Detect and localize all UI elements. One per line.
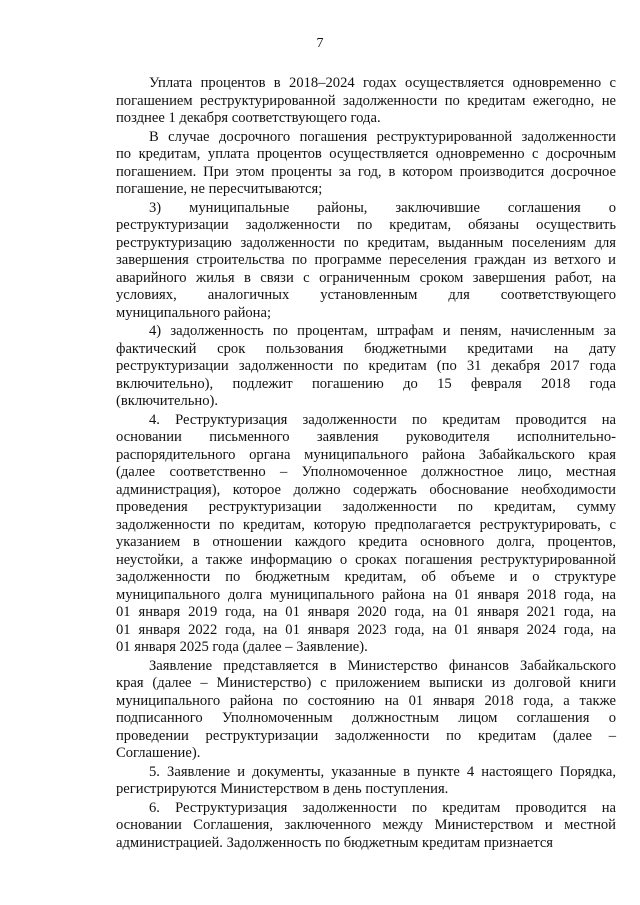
text-line: указанием в отношении каждого кредита основного долга, процентов, [116, 534, 616, 550]
paragraph-early-repayment [116, 129, 616, 199]
text-line: 5. Заявление и документы, указанные в пункте 4 настоящего Порядка, [149, 763, 616, 780]
text-line: аварийного жилья в связи с ограниченным сроком завершения работ, на [116, 269, 616, 286]
text-line: 01 января 2025 года (далее – Заявление). [116, 639, 368, 655]
text-line: погашением реструктурированной задолженности по кредитам ежегодно, не [116, 92, 616, 109]
text-line: администрацией. Задолженность по бюджетным кредитам признается [116, 834, 554, 851]
text-line: 01 января 2019 года, на 01 января 2020 года, на 01 января 2021 года, на [116, 604, 616, 620]
text-line: реструктуризации задолженности по кредитам (по 31 декабря 2017 года [116, 358, 616, 374]
text-line: по кредитам, уплата процентов осуществляется одновременно с досрочным [116, 146, 616, 162]
text-line: Заявление представляется в Министерство финансов Забайкальского [149, 657, 616, 674]
text-line: основании письменного заявления руководителя исполнительно- [116, 429, 616, 445]
text-line: муниципального района по состоянию на 01 января 2018 года, а также [116, 692, 616, 709]
text-line: Уплата процентов в 2018–2024 годах осуществляется одновременно с [149, 75, 616, 91]
text-line: неустойки, а также информацию о сроках погашения реструктурированной [116, 551, 616, 568]
text-line: условиях, аналогичных установленным для соответствующего [116, 287, 616, 303]
text-line: основании Соглашения, заключенного между Министерством и местной [116, 817, 616, 833]
text-line: Соглашение). [116, 745, 201, 761]
text-line: задолженности по бюджетным кредитам, об объеме и о структуре [116, 569, 616, 585]
text-line: муниципального района; [116, 304, 272, 321]
paragraph-section-6 [116, 800, 616, 853]
paragraph-application-submitted [116, 658, 616, 763]
text-line: В случае досрочного погашения реструктурированной задолженности [149, 128, 616, 145]
text-line: проведения реструктуризации задолженности по кредитам, сумму [116, 499, 616, 515]
text-line: завершения строительства по программе переселения граждан из ветхого и [116, 252, 616, 268]
text-line: 3) муниципальные районы, заключившие соглашения о [149, 199, 616, 216]
text-line: подписанного Уполномоченным должностным лицом соглашения о [116, 710, 616, 726]
text-line: фактический срок пользования бюджетными кредитами на дату [116, 340, 616, 357]
text-line: позднее 1 декабря соответствующего года. [116, 110, 381, 126]
text-line: (включительно). [116, 393, 219, 409]
text-line: распорядительного органа муниципального района Забайкальского края [116, 446, 616, 463]
text-line: муниципального долга муниципального района на 01 января 2018 года, на [116, 586, 616, 603]
text-line: 4) задолженность по процентам, штрафам и пеням, начисленным за [149, 323, 616, 339]
paragraph-item-4 [116, 323, 616, 411]
text-line: погашение, не пересчитываются; [116, 181, 323, 197]
text-line: включительно), подлежит погашению до 15 февраля 2018 года [116, 375, 616, 392]
text-line: 4. Реструктуризация задолженности по кредитам проводится на [149, 411, 616, 428]
text-line: администрация), которое должно содержать обоснование необходимости [116, 481, 616, 498]
page-number: 7 [316, 36, 324, 51]
text-line: реструктуризации задолженности по кредитам, обязаны осуществить [116, 217, 616, 233]
text-line: 01 января 2022 года, на 01 января 2023 года, на 01 января 2024 года, на [116, 621, 616, 638]
text-line: регистрируются Министерством в день поступления. [116, 781, 449, 797]
text-line: реструктуризацию задолженности по кредитам, выданным поселениям для [116, 234, 616, 251]
paragraph-interest-payment [116, 75, 616, 128]
paragraph-item-3 [116, 200, 616, 323]
paragraph-section-4 [116, 412, 616, 657]
text-line: задолженности по кредитам, которую предполагается реструктурировать, с [116, 516, 616, 533]
text-line: 6. Реструктуризация задолженности по кредитам проводится на [149, 799, 616, 816]
paragraph-section-5 [116, 764, 616, 799]
text-line: погашением. При этом проценты за год, в котором производится досрочное [116, 163, 616, 180]
text-line: (далее соответственно – Уполномоченное должностное лицо, местная [116, 464, 616, 480]
text-line: проведении реструктуризации задолженности по кредитам (далее – [116, 727, 616, 744]
document-body [116, 75, 616, 852]
text-line: края (далее – Министерство) с приложением выписки из долговой книги [116, 675, 616, 691]
